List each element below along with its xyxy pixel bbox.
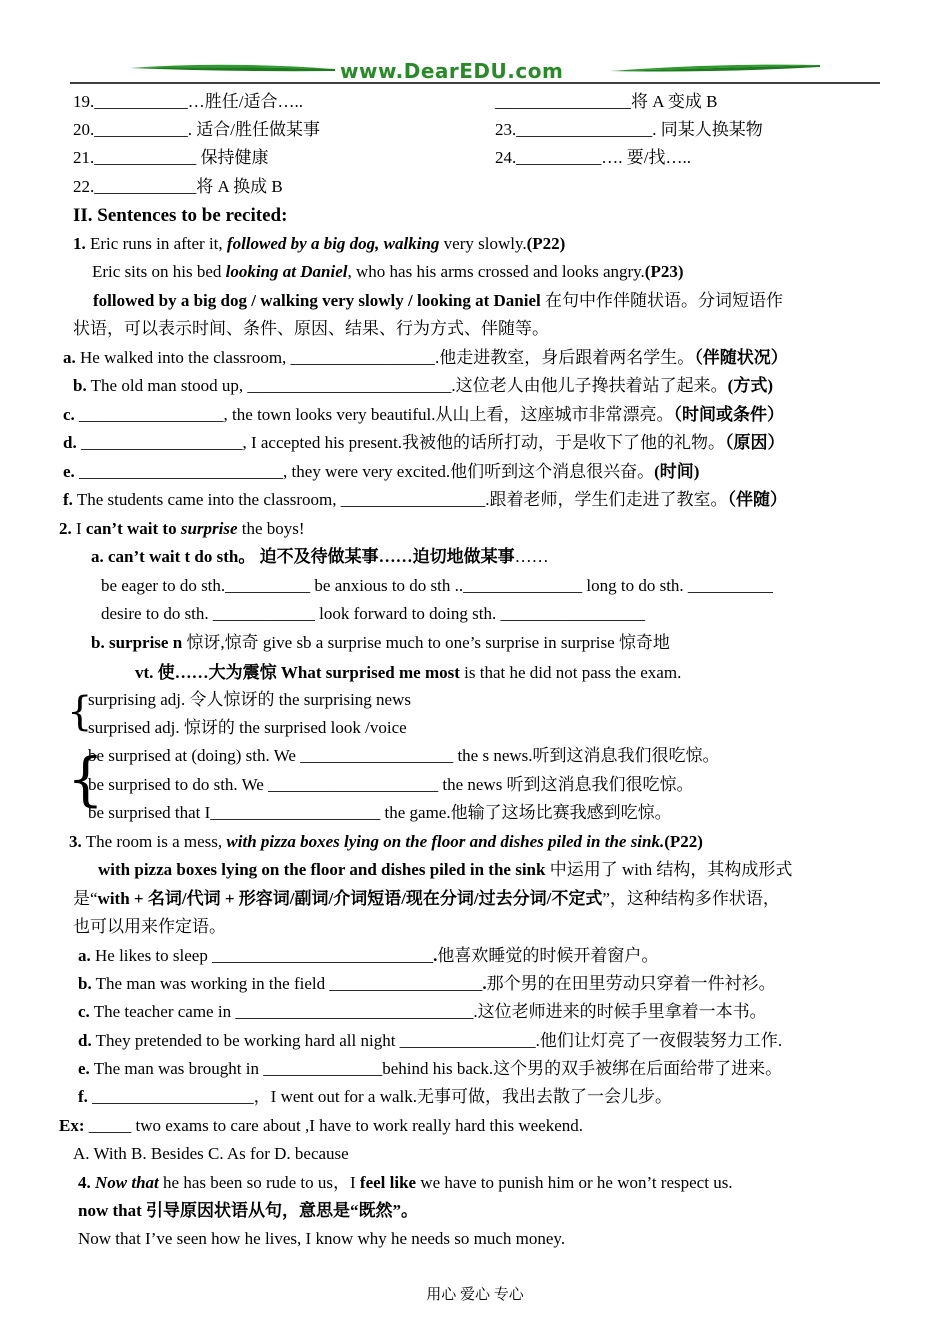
sentence-1: 1. Eric runs in after it, followed by a big dog, walking very slowly.(P22) (73, 234, 566, 253)
surprise-noun: b. surprise n 惊讶,惊奇 give sb a surprise much to one’s surprise in surprise 惊奇地 (91, 633, 670, 652)
synonym-line-1: be eager to do sth.__________ be anxious to do sth ..______________ long to do sth. __________ (101, 576, 773, 595)
sentence-3-note: with pizza boxes lying on the floor and dishes piled in the sink 中运用了 with 结构，其构成形式 (98, 860, 793, 879)
sentence-3-structure: 是“with + 名词/代词 + 形容词/副词/介词短语/现在分词/过去分词/不定式”，这种结构多作状语， (73, 889, 780, 908)
brace-icon: { (67, 689, 93, 735)
page-footer: 用心 爱心 专心 (426, 1287, 524, 1303)
sentence-2: 2. I can’t wait to surprise the boys! (59, 519, 305, 538)
sentence-4-note: now that 引导原因状语从句，意思是“既然”。 (78, 1201, 419, 1220)
exercise-1c: c. _________________, the town looks very beautiful.从山上看，这座城市非常漂亮。（时间或条件） (63, 405, 785, 424)
sentence-1-note: followed by a big dog / walking very slowly / looking at Daniel 在句中作伴随状语。分词短语作 (93, 291, 783, 310)
vocab-item-22: 22.____________将 A 换成 B (73, 177, 283, 196)
adj-surprised: surprised adj. 惊讶的 the surprised look /voice (88, 718, 407, 737)
adj-surprising: surprising adj. 令人惊讶的 the surprising news (88, 690, 411, 709)
exercise-1e: e. ________________________, they were very excited.他们听到这个消息很兴奋。(时间) (63, 462, 700, 481)
exercise-1f: f. The students came into the classroom, _________________.跟着老师，学生们走进了教室。（伴随） (63, 490, 788, 509)
sentence-3: 3. The room is a mess, with pizza boxes lying on the floor and dishes piled in the sink.(P22) (69, 832, 703, 851)
exercise-3b: b. The man was working in the field __________________.那个男的在田里劳动只穿着一件衬衫。 (78, 974, 776, 993)
exercise-3a: a. He likes to sleep __________________________.他喜欢睡觉的时候开着窗户。 (78, 946, 659, 965)
vocab-item-23: 23.________________. 同某人换某物 (495, 120, 763, 139)
brace-icon: { (67, 745, 104, 813)
sentence-1b: Eric sits on his bed looking at Daniel, who has his arms crossed and looks angry.(P23) (92, 262, 684, 281)
exercise-options: A. With B. Besides C. As for D. because (73, 1144, 349, 1163)
synonym-line-2: desire to do sth. ____________ look forward to doing sth. _________________ (101, 604, 645, 623)
logo-text: www.DearEDU.com (340, 59, 564, 83)
exercise-3e: e. The man was brought in ______________behind his back.这个男的双手被绑在后面给带了进来。 (78, 1059, 783, 1078)
sentence-3-note-cont: 也可以用来作定语。 (73, 917, 226, 936)
sentence-1-note-cont: 状语，可以表示时间、条件、原因、结果、行为方式、伴随等。 (73, 319, 549, 338)
exercise-3f: f. ___________________，I went out for a walk.无事可做，我出去散了一会儿步。 (78, 1087, 673, 1106)
sentence-4-example: Now that I’ve seen how he lives, I know why he needs so much money. (78, 1229, 566, 1248)
be-surprised-1: be surprised at (doing) sth. We __________________ the s news.听到这消息我们很吃惊。 (88, 746, 720, 765)
vocab-item-blank: ________________将 A 变成 B (495, 92, 718, 111)
exercise-1a: a. He walked into the classroom, _________________.他走进教室，身后跟着两名学生。（伴随状况） (63, 348, 788, 367)
be-surprised-2: be surprised to do sth. We ____________________ the news 听到这消息我们很吃惊。 (88, 775, 694, 794)
sentence-4: 4. Now that he has been so rude to us，I feel like we have to punish him or he won’t respect us. (78, 1173, 733, 1192)
sentence-2a-head: a. can’t wait t do sth。 迫不及待做某事……迫切地做某事…… (91, 547, 549, 566)
vocab-item-20: 20.___________. 适合/胜任做某事 (73, 120, 320, 139)
exercise-question: Ex: _____ two exams to care about ,I have to work really hard this weekend. (59, 1116, 584, 1135)
be-surprised-3: be surprised that I____________________ the game.他输了这场比赛我感到吃惊。 (88, 803, 672, 822)
vocab-item-24: 24.__________…. 要/找….. (495, 148, 691, 167)
exercise-3d: d. They pretended to be working hard all night ________________.他们让灯亮了一夜假装努力工作. (78, 1031, 783, 1050)
section-title: II. Sentences to be recited: (73, 205, 288, 226)
header-logo-banner (70, 58, 880, 88)
exercise-3c: c. The teacher came in ____________________________.这位老师进来的时候手里拿着一本书。 (78, 1002, 767, 1021)
surprise-verb: vt. 使……大为震惊 What surprised me most is that he did not pass the exam. (135, 663, 682, 682)
exercise-1d: d. ___________________, I accepted his present.我被他的话所打动，于是收下了他的礼物。（原因） (63, 433, 785, 452)
vocab-item-21: 21.____________ 保持健康 (73, 148, 269, 167)
vocab-item-19: 19.___________…胜任/适合….. (73, 92, 303, 111)
exercise-1b: b. The old man stood up, ________________________.这位老人由他儿子搀扶着站了起来。(方式) (73, 376, 773, 395)
